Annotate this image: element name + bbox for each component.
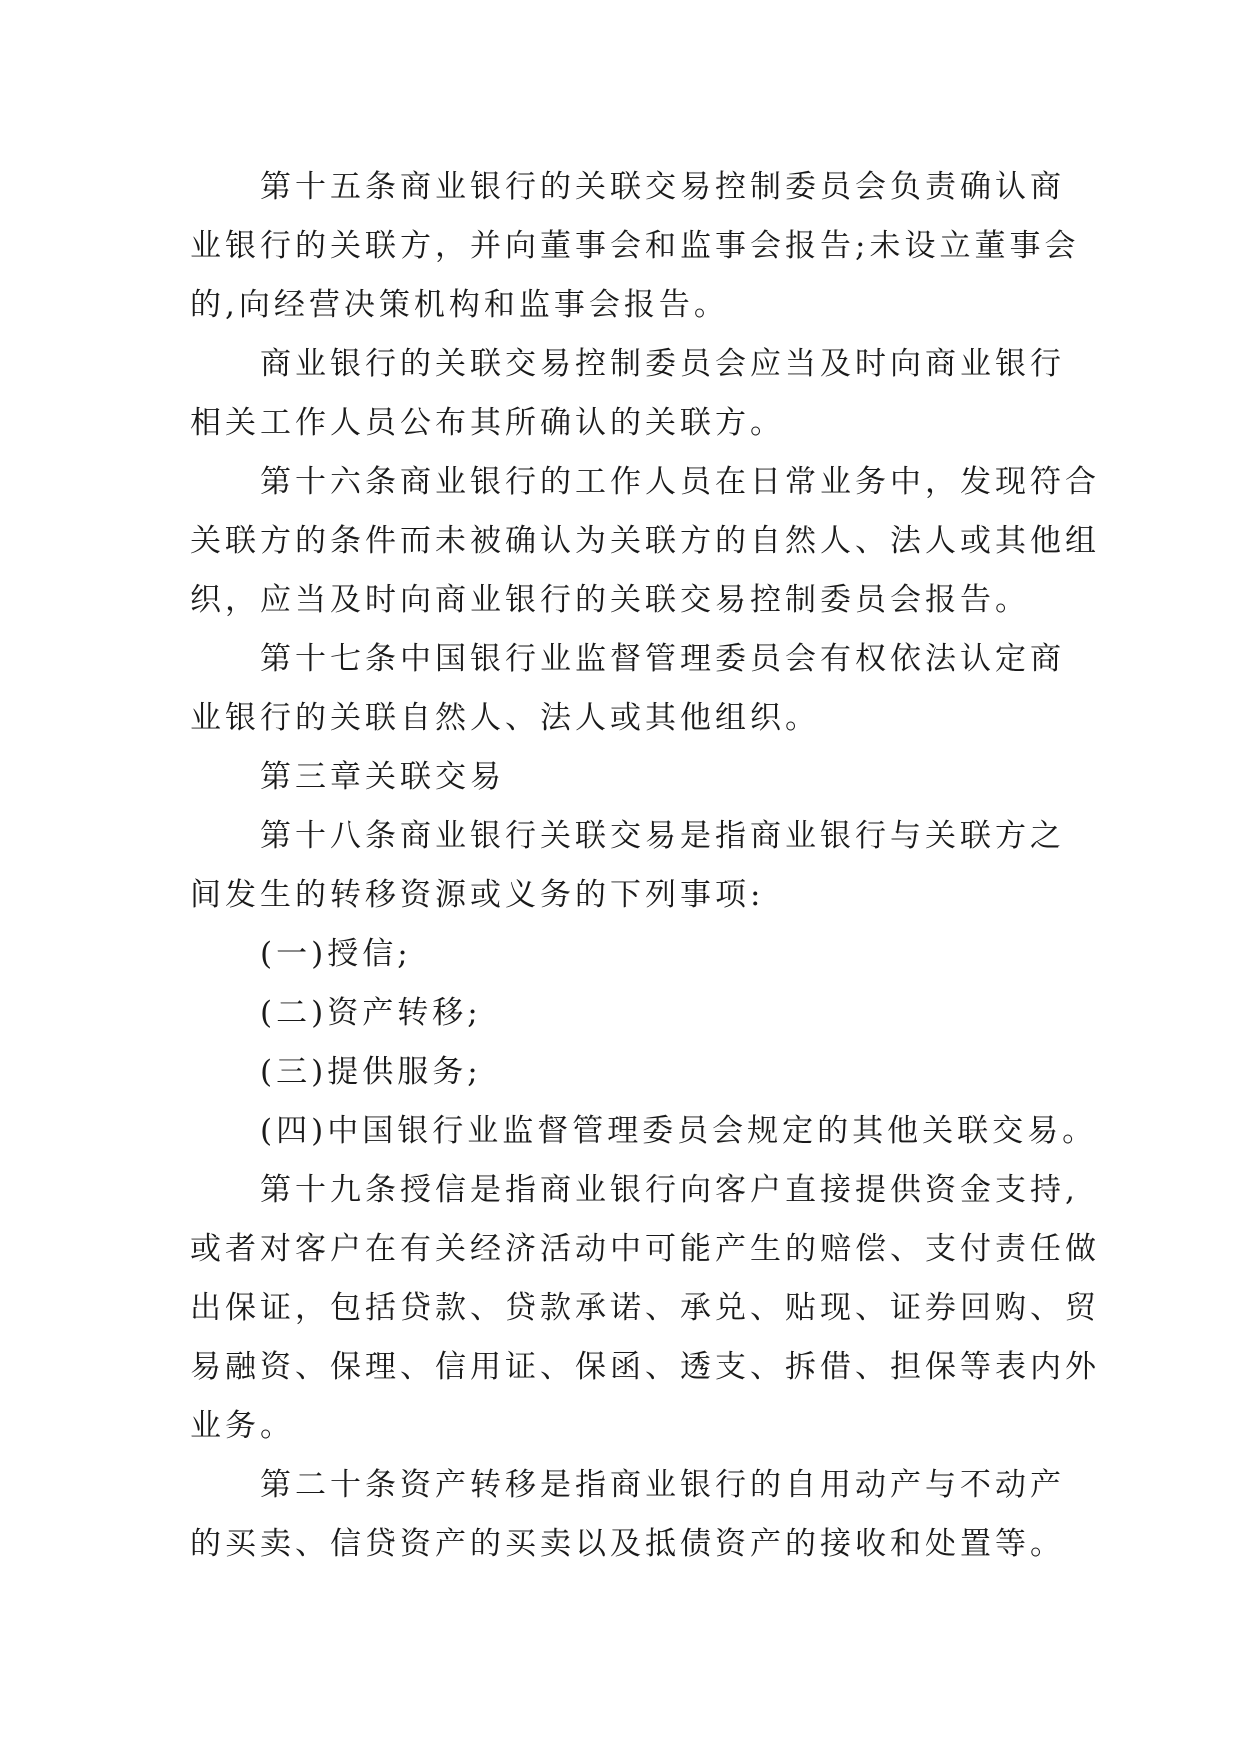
article-18-paragraph xyxy=(190,807,1070,925)
list-item-4 xyxy=(190,1102,1098,1161)
list-item-1 xyxy=(190,925,1070,984)
text-line: 织，应当及时向商业银行的关联交易控制委员会报告。 xyxy=(190,582,1030,618)
text-line: 相关工作人员公布其所确认的关联方。 xyxy=(190,405,785,441)
text-line: 业务。 xyxy=(190,1408,295,1444)
chapter-title: 第三章关联交易 xyxy=(260,759,505,795)
text-line: (三)提供服务; xyxy=(260,1054,482,1090)
text-line: (一)授信; xyxy=(260,936,412,972)
article-19-paragraph xyxy=(190,1161,1100,1456)
chapter-3-heading xyxy=(190,748,1070,807)
article-20-paragraph xyxy=(190,1456,1070,1574)
text-line: 业银行的关联方，并向董事会和监事会报告;未设立董事会 xyxy=(190,228,1080,264)
text-line: 第十五条商业银行的关联交易控制委员会负责确认商 xyxy=(260,169,1065,205)
text-line: (二)资产转移; xyxy=(260,995,482,1031)
text-line: 或者对客户在有关经济活动中可能产生的赔偿、支付责任做 xyxy=(190,1231,1100,1267)
text-line: 的,向经营决策机构和监事会报告。 xyxy=(190,287,729,323)
article-16-paragraph xyxy=(190,453,1100,630)
text-line: 易融资、保理、信用证、保函、透支、拆借、担保等表内外 xyxy=(190,1349,1100,1385)
text-line: 出保证，包括贷款、贷款承诺、承兑、贴现、证券回购、贸 xyxy=(190,1290,1100,1326)
text-line: 第十七条中国银行业监督管理委员会有权依法认定商 xyxy=(260,641,1065,677)
list-item-3 xyxy=(190,1043,1070,1102)
article-15-paragraph xyxy=(190,158,1080,335)
text-line: 商业银行的关联交易控制委员会应当及时向商业银行 xyxy=(260,346,1065,382)
text-line: 关联方的条件而未被确认为关联方的自然人、法人或其他组 xyxy=(190,523,1100,559)
text-line: (四)中国银行业监督管理委员会规定的其他关联交易。 xyxy=(260,1113,1098,1149)
document-body xyxy=(190,158,1100,1574)
text-line: 第二十条资产转移是指商业银行的自用动产与不动产 xyxy=(260,1467,1065,1503)
text-line: 间发生的转移资源或义务的下列事项: xyxy=(190,877,765,913)
text-line: 第十九条授信是指商业银行向客户直接提供资金支持, xyxy=(260,1172,1079,1208)
article-17-paragraph xyxy=(190,630,1070,748)
text-line: 第十六条商业银行的工作人员在日常业务中，发现符合 xyxy=(260,464,1100,500)
text-line: 业银行的关联自然人、法人或其他组织。 xyxy=(190,700,820,736)
article-15-second-paragraph xyxy=(190,335,1070,453)
text-line: 的买卖、信贷资产的买卖以及抵债资产的接收和处置等。 xyxy=(190,1526,1065,1562)
list-item-2 xyxy=(190,984,1070,1043)
text-line: 第十八条商业银行关联交易是指商业银行与关联方之 xyxy=(260,818,1065,854)
